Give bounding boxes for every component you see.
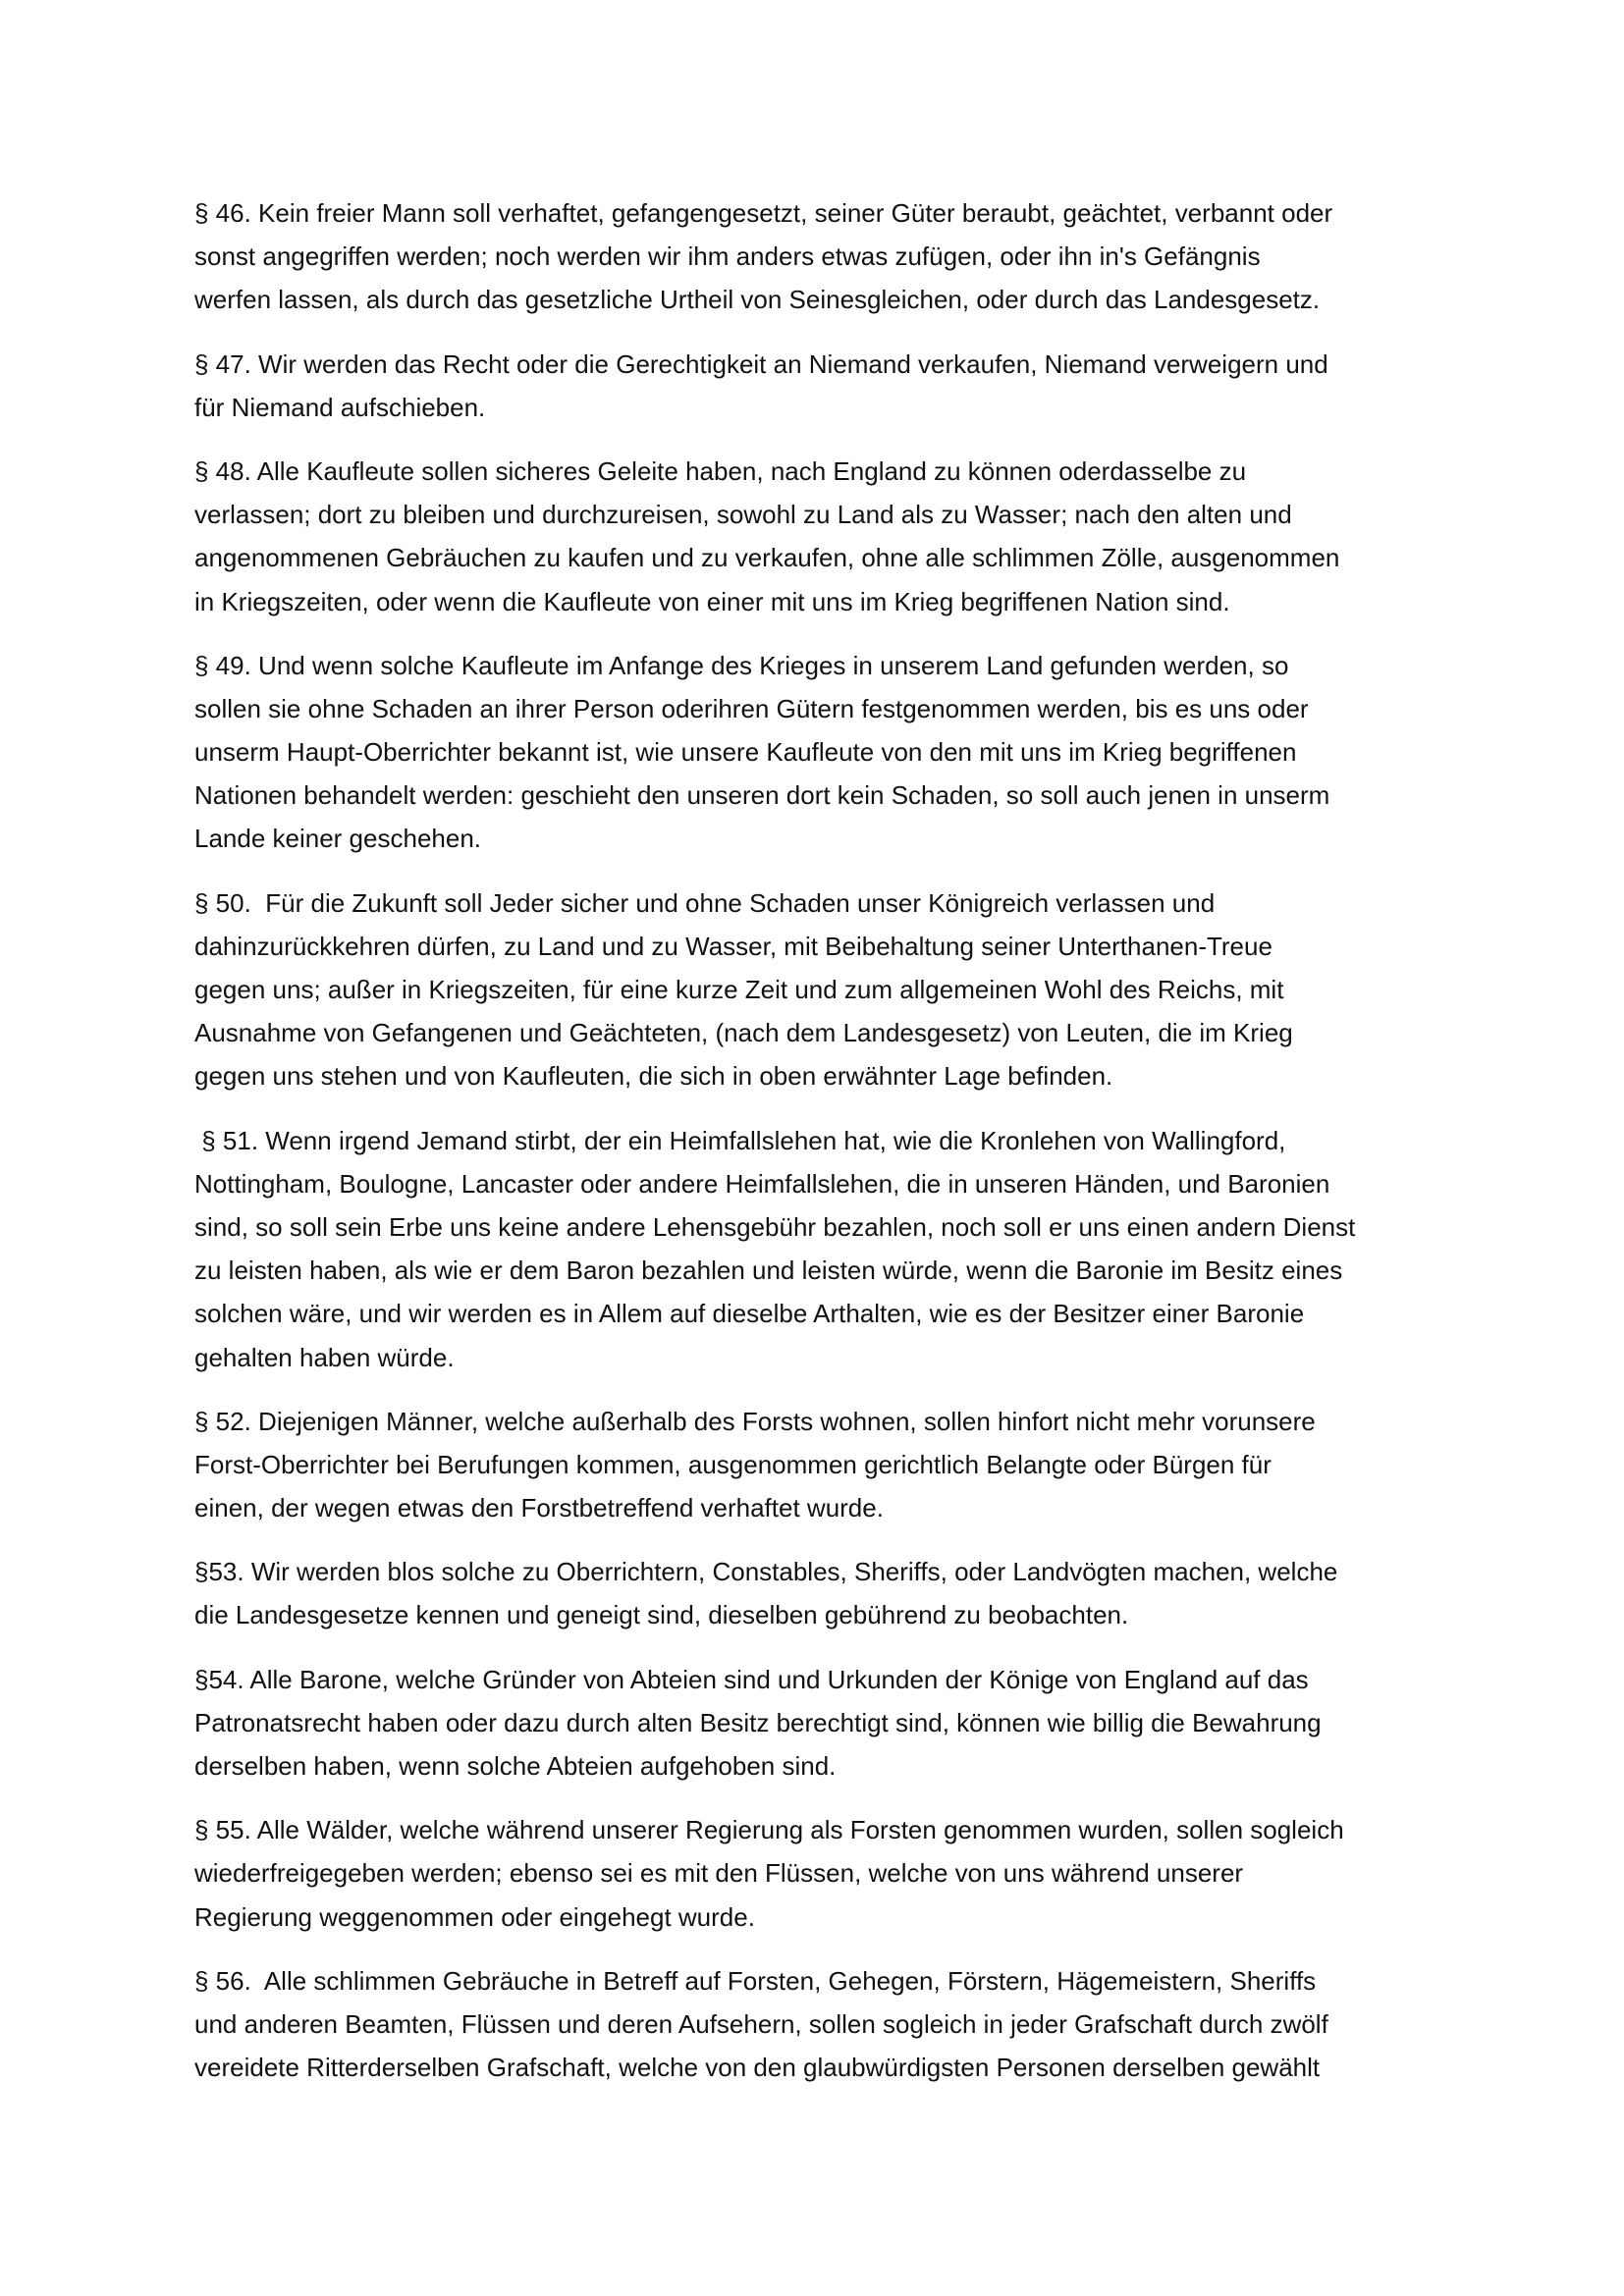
- text-line: § 49. Und wenn solche Kaufleute im Anfange des Krieges in unserem Land gefunden werden, so: [194, 650, 1289, 680]
- text-line: derselben haben, wenn solche Abteien aufgehoben sind.: [194, 1751, 837, 1781]
- text-line: zu leisten haben, als wie er dem Baron bezahlen und leisten würde, wenn die Baronie im Besitz eines: [194, 1255, 1343, 1286]
- text-line: §54. Alle Barone, welche Gründer von Abteien sind und Urkunden der Könige von England auf das: [194, 1664, 1309, 1694]
- text-line: angenommenen Gebräuchen zu kaufen und zu verkaufen, ohne alle schlimmen Zölle, ausgenommen: [194, 543, 1340, 573]
- text-line: Nationen behandelt werden: geschieht den unseren dort kein Schaden, so soll auch jenen in unserm: [194, 780, 1330, 811]
- text-line: § 47. Wir werden das Recht oder die Gerechtigkeit an Niemand verkaufen, Niemand verweigern und: [194, 348, 1328, 379]
- text-line: sollen sie ohne Schaden an ihrer Person oderihren Gütern festgenommen werden, bis es uns oder: [194, 693, 1309, 723]
- text-line: Ausnahme von Gefangenen und Geächteten, (nach dem Landesgesetz) von Leuten, die im Krieg: [194, 1018, 1293, 1048]
- text-line: in Kriegszeiten, oder wenn die Kaufleute von einer mit uns im Krieg begriffenen Nation sind.: [194, 586, 1230, 616]
- text-line: § 52. Diejenigen Männer, welche außerhalb des Forsts wohnen, sollen hinfort nicht mehr vorunsere: [194, 1406, 1316, 1436]
- document-body: [194, 191, 1443, 2109]
- text-line: sonst angegriffen werden; noch werden wir ihm anders etwas zufügen, oder ihn in's Gefängnis: [194, 241, 1261, 272]
- paragraph-50: [194, 881, 1443, 1098]
- text-line: und anderen Beamten, Flüssen und deren Aufsehern, sollen sogleich in jeder Grafschaft durch zwölf: [194, 2008, 1328, 2039]
- text-line: Patronatsrecht haben oder dazu durch alten Besitz berechtigt sind, können wie billig die Bewahrung: [194, 1707, 1322, 1737]
- text-line: solchen wäre, und wir werden es in Allem auf dieselbe Arthalten, wie es der Besitzer einer Baronie: [194, 1299, 1305, 1329]
- paragraph-49: [194, 644, 1443, 861]
- paragraph-46: [194, 191, 1443, 322]
- text-line: die Landesgesetze kennen und geneigt sind, dieselben gebührend zu beobachten.: [194, 1600, 1129, 1630]
- paragraph-54: [194, 1658, 1443, 1789]
- text-line: § 51. Wenn irgend Jemand stirbt, der ein Heimfallslehen hat, wie die Kronlehen von Wallingford,: [194, 1125, 1286, 1155]
- paragraph-52: [194, 1400, 1443, 1530]
- text-line: gehalten haben würde.: [194, 1342, 455, 1372]
- paragraph-56: [194, 1959, 1443, 2090]
- text-line: § 46. Kein freier Mann soll verhaftet, gefangengesetzt, seiner Güter beraubt, geächtet, verbannt oder: [194, 198, 1333, 228]
- text-line: §53. Wir werden blos solche zu Oberrichtern, Constables, Sheriffs, oder Landvögten machen, welche: [194, 1557, 1338, 1587]
- paragraph-47: [194, 343, 1443, 429]
- text-line: werfen lassen, als durch das gesetzliche Urtheil von Seinesgleichen, oder durch das Landesgesetz.: [194, 285, 1321, 315]
- text-line: § 48. Alle Kaufleute sollen sicheres Geleite haben, nach England zu können oderdasselbe zu: [194, 455, 1247, 486]
- text-line: vereidete Ritterderselben Grafschaft, welche von den glaubwürdigsten Personen derselben gewählt: [194, 2053, 1321, 2083]
- text-line: gegen uns stehen und von Kaufleuten, die sich in oben erwähnter Lage befinden.: [194, 1061, 1113, 1092]
- text-line: verlassen; dort zu bleiben und durchzureisen, sowohl zu Land als zu Wasser; nach den alten und: [194, 500, 1292, 530]
- paragraph-51: [194, 1119, 1443, 1379]
- text-line: Nottingham, Boulogne, Lancaster oder andere Heimfallslehen, die in unseren Händen, und Baronien: [194, 1168, 1330, 1199]
- text-line: unserm Haupt-Oberrichter bekannt ist, wie unsere Kaufleute von den mit uns im Krieg begriffenen: [194, 737, 1297, 768]
- paragraph-48: [194, 450, 1443, 623]
- text-line: § 50. Für die Zukunft soll Jeder sicher und ohne Schaden unser Königreich verlassen und: [194, 887, 1216, 918]
- text-line: Regierung weggenommen oder eingehegt wurde.: [194, 1901, 755, 1932]
- text-line: gegen uns; außer in Kriegszeiten, für eine kurze Zeit und zum allgemeinen Wohl des Reichs, mit: [194, 975, 1284, 1004]
- text-line: einen, der wegen etwas den Forstbetreffend verhaftet wurde.: [194, 1493, 884, 1523]
- text-line: Forst-Oberrichter bei Berufungen kommen, ausgenommen gerichtlich Belangte oder Bürgen für: [194, 1449, 1272, 1479]
- text-line: sind, so soll sein Erbe uns keine andere Lehensgebühr bezahlen, noch soll er uns einen andern Dienst: [194, 1211, 1356, 1242]
- text-line: § 56. Alle schlimmen Gebräuche in Betreff auf Forsten, Gehegen, Förstern, Hägemeistern, Sheriffs: [194, 1965, 1317, 1996]
- paragraph-55: [194, 1808, 1443, 1939]
- text-line: § 55. Alle Wälder, welche während unserer Regierung als Forsten genommen wurden, sollen sogleich: [194, 1815, 1344, 1845]
- text-line: wiederfreigegeben werden; ebenso sei es mit den Flüssen, welche von uns während unserer: [194, 1858, 1244, 1889]
- paragraph-53: [194, 1550, 1443, 1636]
- text-line: dahinzurückkehren dürfen, zu Land und zu Wasser, mit Beibehaltung seiner Unterthanen-Treue: [194, 931, 1272, 961]
- text-line: für Niemand aufschieben.: [194, 392, 486, 422]
- text-line: Lande keiner geschehen.: [194, 824, 482, 854]
